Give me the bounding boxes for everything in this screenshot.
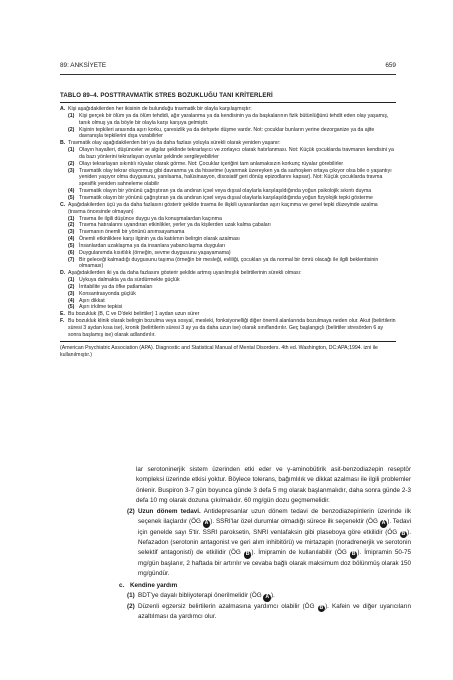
subitem-number: (4) xyxy=(68,297,75,304)
criterion-subitem xyxy=(60,168,396,189)
section-letter: c. xyxy=(119,581,125,589)
subitem-number: (3) xyxy=(68,167,75,174)
subitem-text: Aşırı dikkat xyxy=(79,297,105,304)
criterion-subitem xyxy=(60,277,396,284)
subitem-number: (2) xyxy=(68,126,75,133)
criterion-subitem xyxy=(60,236,396,243)
chapter-title: 89: ANKSİYETE xyxy=(60,62,107,69)
subitem-text: Olayın hayalleri, düşünceler ve algılar şeklinde tekrarlayıcı ve zorlayıcı olarak hatırlanması. Not: Küçük çocuklarda travmanın kendisini ya da bazı yönlerini tekrarlayan oyunlar şeklinde sergileyebilirler xyxy=(79,147,394,160)
criterion-subitem xyxy=(60,243,396,250)
criterion-subitem xyxy=(60,161,396,168)
text-segment: Antidepresanlar uzun dönem tedavi de benzodiazepinlerin üzerinde ilk seçenek ilaçlardır (ÖG xyxy=(138,507,411,526)
list-item-bibliotherapy xyxy=(96,591,411,602)
criterion-subitem xyxy=(60,229,396,236)
criteria-table xyxy=(60,92,396,359)
evidence-grade-badge: B xyxy=(245,551,250,558)
evidence-grade-badge: A xyxy=(204,520,209,527)
criterion-subitem xyxy=(60,113,396,127)
evidence-grade-badge: B xyxy=(351,551,356,558)
item-number: (2) xyxy=(127,507,135,515)
item-number: (1) xyxy=(127,592,135,600)
subitem-number: (1) xyxy=(68,277,75,284)
subitem-text: Travma hatıralarını uyandıran etkinlikler, yerler ya da kişilerden uzak kalma çabaları xyxy=(79,222,271,229)
subitem-number: (1) xyxy=(68,147,75,154)
section-heading-self-help xyxy=(96,581,411,591)
text-segment: ). Nefazadon (serotonin antagonist ve geri alım inhibitörü) ve mirtazapin (noradrenerjik ve serotonin selektif antagonisti) de etkilidir (ÖG xyxy=(138,528,411,557)
criterion-subitem xyxy=(60,304,396,311)
subitem-number: (3) xyxy=(68,229,75,236)
criterion-subitem xyxy=(60,188,396,195)
subitem-number: (5) xyxy=(68,194,75,201)
criterion-letter: E. xyxy=(60,311,65,318)
subitem-text: Travmatik olayın bir yönünü çağrıştıran ya da andıran içsel veya dışsal olaylarla karşılaşıldığında yoğun psikolojik sıkıntı duyma xyxy=(79,188,372,195)
subitem-text: Olayı tekrarlayan sıkıntılı rüyalar olarak görme. Not: Çocuklar içeriğini tam anlamaksızın korkunç rüyalar görebilirler xyxy=(79,160,344,167)
subitem-number: (5) xyxy=(68,242,75,249)
table-footnote: (American Psychiatric Association (APA). Diagnostic and Statistical Manual of Mental Disorders. 4th ed. Washington, DC:APA;1994. izni ile kullanılmıştır.) xyxy=(60,341,396,359)
text-segment: ). SSRI'lar özel durumlar olmadığı sürece ilk seçenektir (ÖG xyxy=(210,518,380,526)
criterion-letter: D. xyxy=(60,270,66,277)
text-segment: Düzenli egzersiz belirtilerin azalmasına yardımcı olabilir (ÖG xyxy=(138,602,318,610)
subitem-text: Önemli etkinliklere karşı ilginin ya da katılımın belirgin olarak azalması xyxy=(79,236,240,243)
subitem-number: (2) xyxy=(68,160,75,167)
text-segment: ). Kafein ve diğer uyarıcıların azaltılması da yardımcı olur. xyxy=(138,602,412,621)
subitem-text: Kişi gerçek bir ölüm ya da ölüm tehdidi, ağır yaralanma ya da kendisinin ya da başkalarının fizik bütünlüğünü tehdit eden olay yaşamış, tanık olmuş ya da böyle bir olayla karşı karşıya gelmiştir. xyxy=(79,112,389,126)
subitem-number: (3) xyxy=(68,290,75,297)
subitem-number: (1) xyxy=(68,215,75,222)
criterion-f xyxy=(60,318,396,339)
criterion-e xyxy=(60,311,396,318)
body-text xyxy=(96,465,411,623)
criterion-subitem xyxy=(60,250,396,257)
subitem-number: (2) xyxy=(68,222,75,229)
subitem-text: İnsanlardan uzaklaşma ya da insanlara yabancılaşma duyguları xyxy=(79,242,226,249)
evidence-grade-badge: A xyxy=(265,594,270,601)
criterion-letter: B. xyxy=(60,140,66,147)
criterion-c xyxy=(60,202,396,216)
criterion-text: Bu bozukluk (B, C ve D'deki belirtiler) 1 aydan uzun sürer xyxy=(68,311,200,318)
criterion-text: Travmatik olay aşağıdakilerden biri ya da daha fazlası yoluyla sürekli olarak yeniden yaşanır: xyxy=(68,140,281,147)
criterion-subitem xyxy=(60,195,396,202)
running-header xyxy=(60,62,396,74)
subitem-text: İrritabilite ya da öfke patlamaları xyxy=(79,283,153,290)
subitem-number: (4) xyxy=(68,188,75,195)
subitem-number: (1) xyxy=(68,112,75,119)
item-number: (2) xyxy=(127,602,135,610)
subitem-number: (7) xyxy=(68,256,75,263)
criterion-subitem xyxy=(60,284,396,291)
criterion-subitem xyxy=(60,127,396,141)
criterion-text: Bu bozukluk klinik olarak belirgin bozulma veya sosyal, mesleki, fonksiyonelliği diğer önemli alanlarında bozulmaya neden olur. Akut (belirtilerin süresi 3 aydan kısa ise), kronik (belirtilerin süresi 3 ay ya da daha uzun ise) olarak sınıflandırılır. Geç başlangıçlı (belirtiler stresörden 6 ay sonra başlamış ise) olarak adlandırılır. xyxy=(68,318,396,338)
subitem-text: Aşırı irkilme tepkisi xyxy=(79,304,123,311)
table-title: TABLO 89–4. POSTTRAVMATİK STRES BOZUKLUĞU TANI KRİTERLERİ xyxy=(60,92,396,103)
text-segment: ). Tedavi için genelde sayı 5'tir. SSRI paroksetin, SNRI venlafaksin gibi plaseboya göre etkilidir (ÖG xyxy=(138,518,412,536)
subitem-text: Travmatik olay tekrar oluyormuş gibi davranma ya da hissetme (uyanmak üzereyken ya da sarhoşken ortaya çıkıyor olsa bile o yaşantıyı yeniden yaşıyor olma duygusunu, yanılsama, halüsinasyon, disosiatif geri dönüş epizodlarını kapsar). Not: Küçük çocuklarda travma spesifik yeniden sahneleme olabilir xyxy=(79,167,392,188)
evidence-grade-badge: A xyxy=(381,520,386,527)
text-segment: ). İmipramin 50-75 mg/gün başlanır, 2 haftada bir artırılır ve cevaba bağlı olarak maksimum doz bölünmüş olarak 150 mg/gündür. xyxy=(138,549,411,578)
criterion-text: Aşağıdakilerden iki ya da daha fazlasını gösterir şekilde artmış uyarılmışlık belirtilerinin sürekli olması: xyxy=(68,270,302,277)
item-text xyxy=(138,507,411,580)
section-title: Kendine yardım xyxy=(130,581,178,589)
criterion-subitem xyxy=(60,216,396,223)
subitem-text: Travmanın önemli bir yönünü anımsayamama xyxy=(79,229,185,236)
subitem-text: Travmatik olayın bir yönünü çağrıştıran ya da andıran içsel veya dışsal olaylarla karşılaşıldığında yoğun fizyolojik tepki gösterme xyxy=(79,194,373,201)
criterion-letter: C. xyxy=(60,201,66,208)
subitem-number: (2) xyxy=(68,283,75,290)
list-item-exercise xyxy=(96,602,411,623)
subitem-number: (6) xyxy=(68,249,75,256)
item-lead: Uzun dönem tedavi. xyxy=(138,507,201,515)
criterion-subitem xyxy=(60,147,396,161)
evidence-grade-badge: B xyxy=(401,530,406,537)
subitem-number: (5) xyxy=(68,304,75,311)
text-segment: ). İmipramin de kullanılabilir (ÖG xyxy=(251,549,350,557)
criterion-letter: A. xyxy=(60,106,66,112)
subitem-text: Kişinin tepkileri arasında aşırı korku, çaresizlik ya da dehşete düşme vardır. Not: çocuklar bunların yerine dezorganize ya da ajite davranışla tepkilerini dışa vurabilirler xyxy=(79,126,375,140)
subitem-text: Uykuya dalmakta ya da sürdürmekte güçlük xyxy=(79,277,180,284)
criterion-subitem xyxy=(60,291,396,298)
criterion-text: Kişi aşağıdakilerden her ikisinin de bulunduğu travmatik bir olayla karşılaşmıştır: xyxy=(68,106,252,112)
text-segment: BDT'ye dayalı bibliyoterapi önerilmelidir (ÖG xyxy=(138,592,264,600)
evidence-grade-badge: B xyxy=(319,604,324,611)
criterion-subitem xyxy=(60,298,396,305)
header-rule xyxy=(60,74,396,75)
subitem-number: (4) xyxy=(68,236,75,243)
criterion-letter: F. xyxy=(60,318,65,325)
item-text xyxy=(138,591,411,602)
paragraph-buspirone: lar serotoninerjik sistem üzerinden etki eder ve γ-aminobütirik asit-benzodiazepin reseptör kompleksi üzerinde etkisi yoktur. Böylece tolerans, bağımlılık ve dikkat azalması ile ilgili problemler önlenir. Buspiron 3-7 gün boyunca günde 3 defa 5 mg olarak başlanmalıdır, daha sonra günde 2-3 defa 10 mg olarak dozuna çıkılmalıdır. 60 mg/gün dozu geçmemelidir. xyxy=(136,466,411,505)
list-item-long-term xyxy=(96,507,411,580)
criterion-subitem xyxy=(60,222,396,229)
criterion-text: Aşağıdakilerden üçü ya da daha fazlasını gösterir şekilde travma ile ilişkili uyaranlardan aşırı kaçınma ve genel tepki düzeyinde azalma (travma öncesinde olmayan) xyxy=(68,201,378,215)
subitem-text: Duygulanımda kısıtlılık (örneğin, sevme duygusunu yaşayamama) xyxy=(79,249,231,256)
subitem-text: Bir geleceği kalmadığı duygusunu taşıma (örneğin bir mesleği, evliliği, çocukları ya da normal bir ömrü olacağı ile ilgili beklentisinin olmaması) xyxy=(79,256,379,270)
subitem-text: Travma ile ilgili düşünce duygu ya da konuşmalardan kaçınma xyxy=(79,215,222,222)
criteria-list xyxy=(60,106,396,339)
page-number: 659 xyxy=(385,62,396,69)
criterion-subitem xyxy=(60,257,396,271)
text-segment: ). xyxy=(270,592,275,600)
criterion-d xyxy=(60,270,396,277)
item-text xyxy=(138,602,411,623)
subitem-text: Konsantrasyonda güçlük xyxy=(79,290,136,297)
criterion-a xyxy=(60,106,396,113)
criterion-b xyxy=(60,140,396,147)
